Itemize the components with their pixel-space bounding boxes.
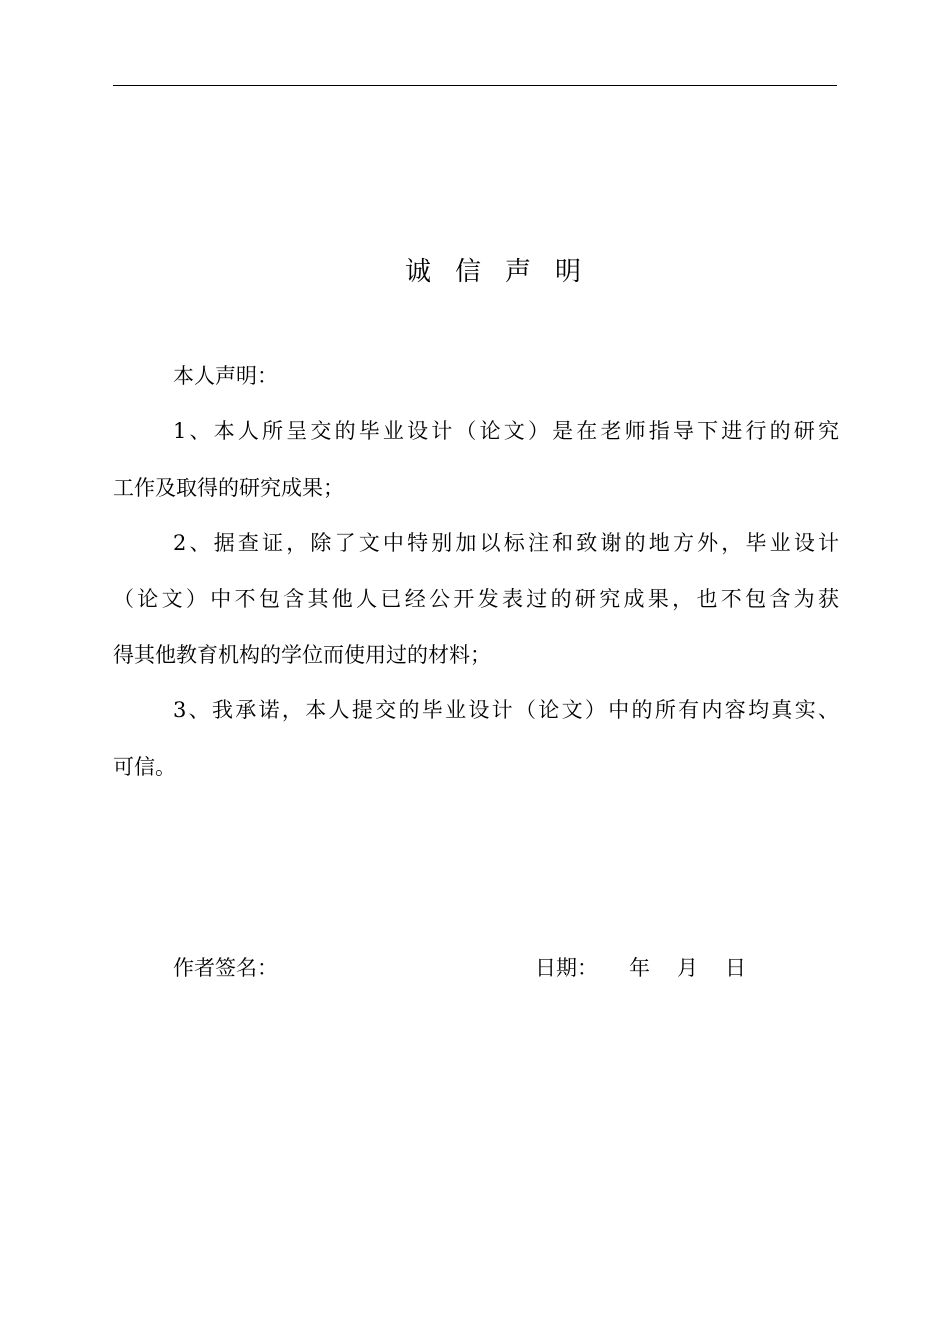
month-label: 月	[677, 956, 698, 980]
declaration-item-1-line-1: 1、本人所呈交的毕业设计（论文）是在老师指导下进行的研究	[173, 419, 839, 443]
header-rule	[113, 85, 837, 86]
declaration-item-2-line-1: 2、据查证，除了文中特别加以标注和致谢的地方外，毕业设计	[173, 531, 839, 555]
intro-text: 本人声明：	[173, 364, 278, 388]
day-label: 日	[725, 956, 746, 980]
declaration-item-2-line-3: 得其他教育机构的学位而使用过的材料；	[113, 643, 491, 667]
declaration-item-3-line-2: 可信。	[113, 755, 176, 779]
page-title: 诚信声明	[404, 257, 605, 287]
declaration-item-3-line-1: 3、我承诺，本人提交的毕业设计（论文）中的所有内容均真实、	[173, 698, 839, 722]
declaration-item-2-line-2: （论文）中不包含其他人已经公开发表过的研究成果，也不包含为获	[113, 587, 839, 611]
date-label: 日期：	[535, 956, 598, 980]
declaration-item-1-line-2: 工作及取得的研究成果；	[113, 476, 344, 500]
year-label: 年	[629, 956, 650, 980]
author-signature-label: 作者签名：	[173, 956, 278, 980]
